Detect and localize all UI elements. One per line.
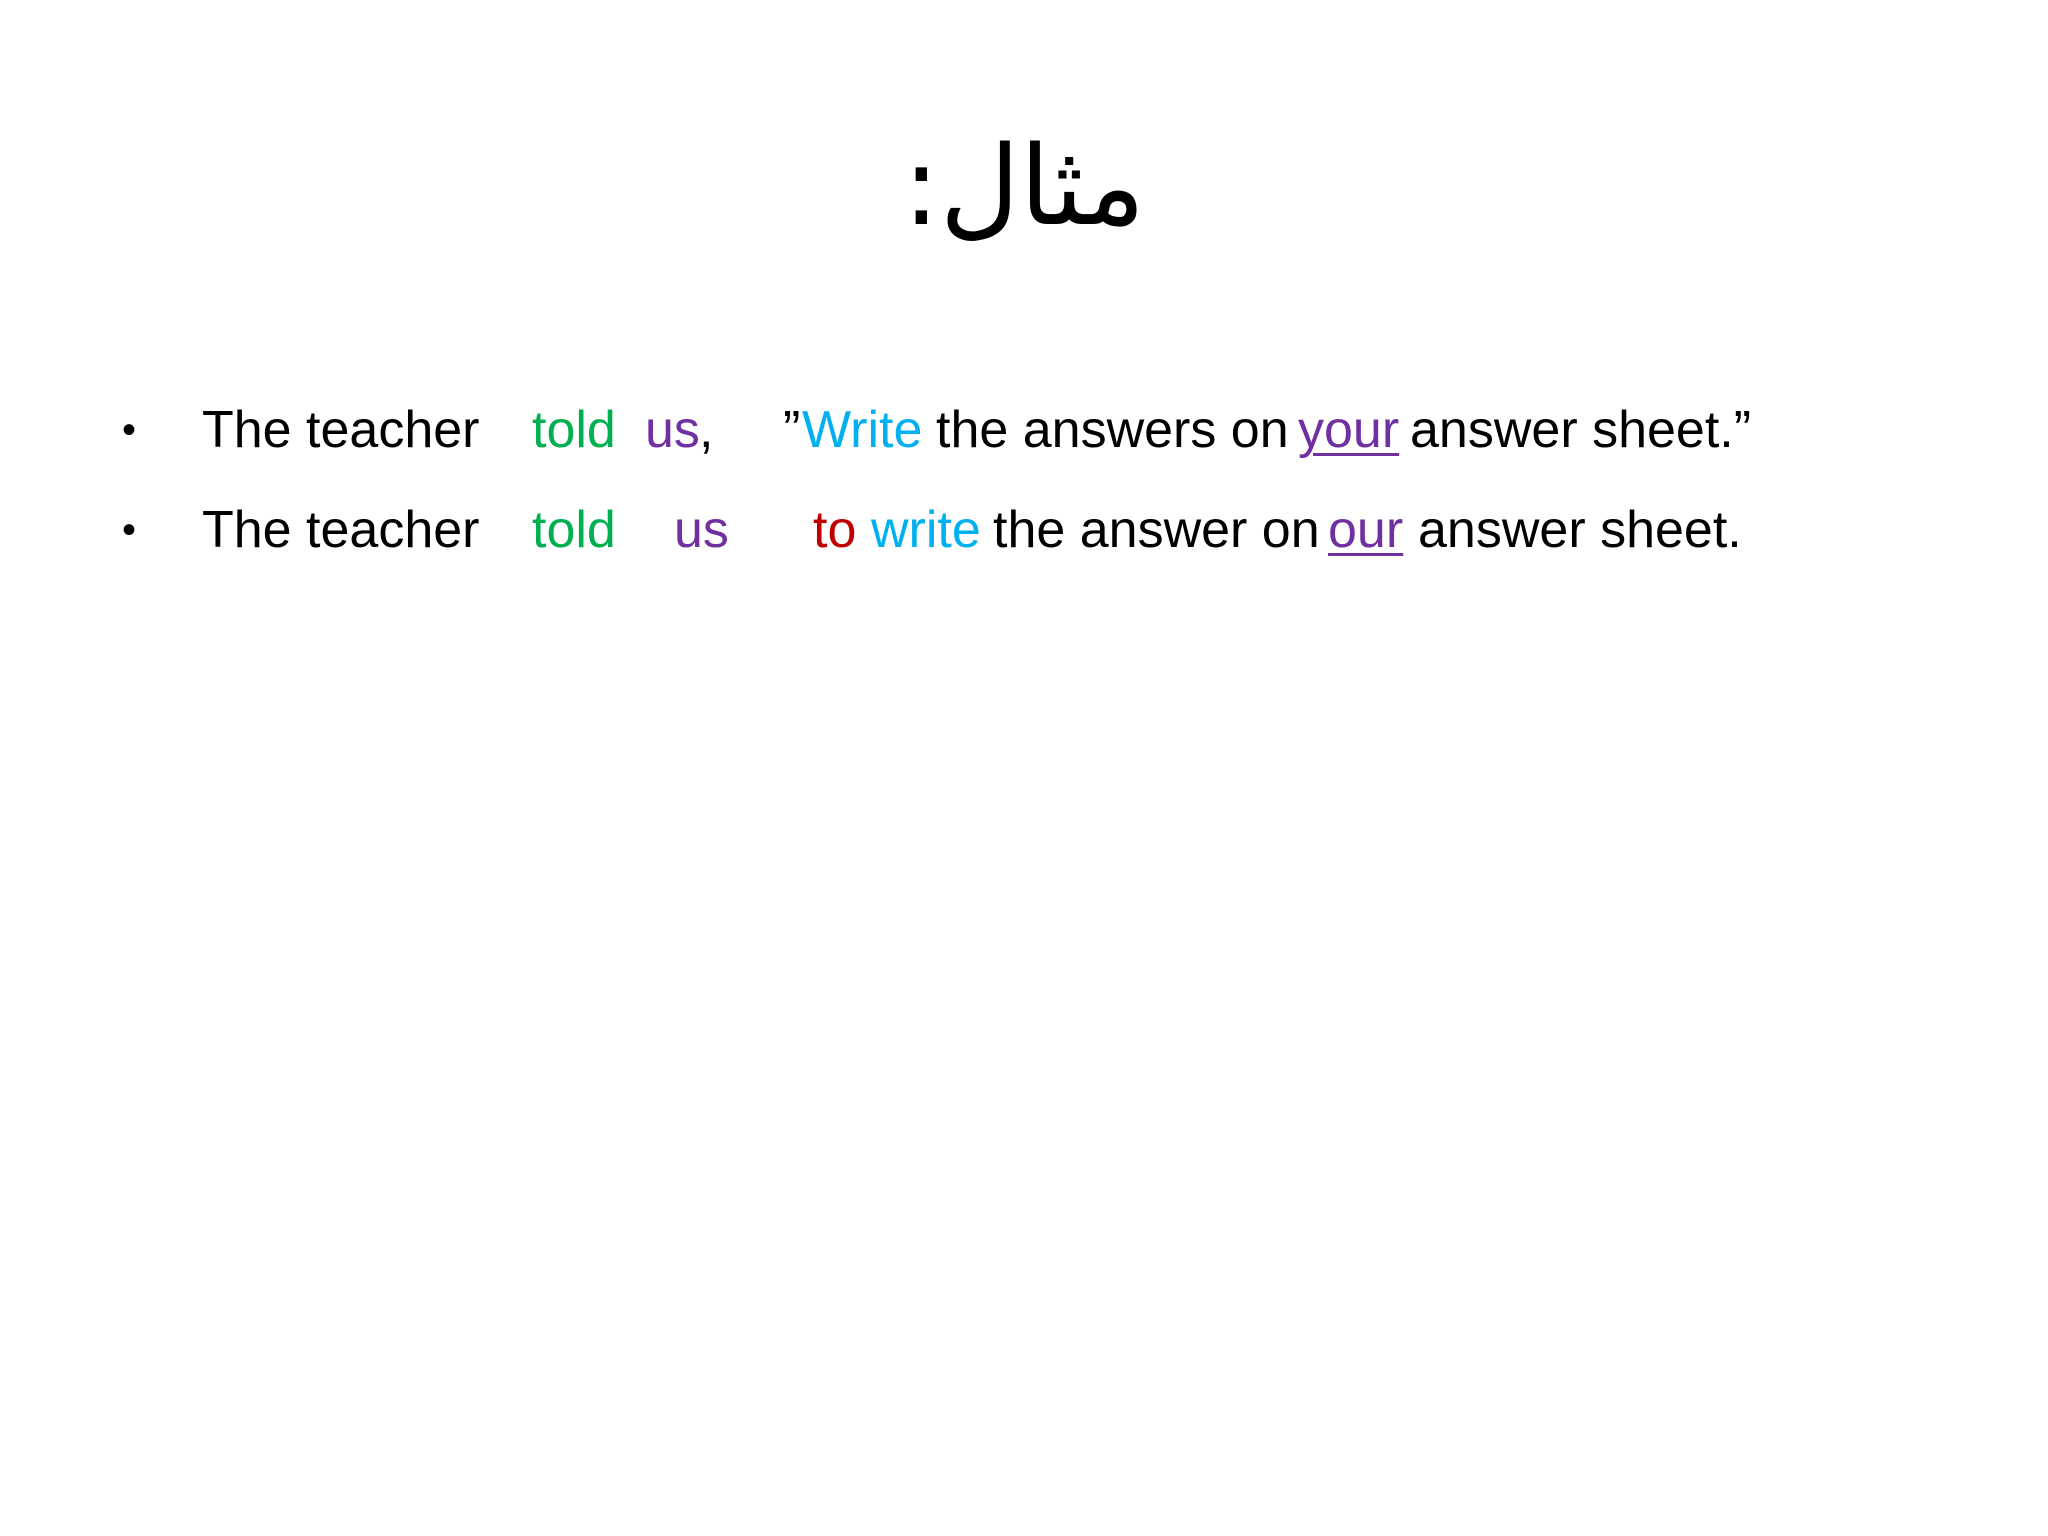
bullet-item-reported-speech — [0, 480, 2048, 580]
verb-told: told — [532, 401, 616, 459]
verb-told: told — [532, 501, 616, 559]
bullet-dot-icon: • — [122, 408, 137, 452]
phrase-text: the answers on — [936, 401, 1289, 459]
phrase-text: the answer on — [993, 501, 1320, 559]
pronoun-your: your — [1298, 401, 1400, 459]
verb-write: write — [871, 501, 981, 559]
subject-text: The teacher — [202, 501, 480, 559]
ending-text: answer sheet. — [1418, 501, 1742, 559]
pronoun-our: our — [1328, 501, 1404, 559]
object-us: us — [674, 501, 729, 559]
comma-text: , — [699, 401, 714, 459]
subject-text: The teacher — [202, 401, 480, 459]
bullet-item-direct-speech — [0, 380, 2048, 480]
open-quote: ” — [783, 401, 801, 459]
slide-title: مثال: — [902, 122, 1146, 250]
object-us: us — [645, 401, 700, 459]
ending-text: answer sheet.” — [1410, 401, 1752, 459]
infinitive-to: to — [813, 501, 857, 559]
bullet-dot-icon: • — [122, 508, 137, 552]
verb-write: Write — [802, 401, 923, 459]
bullet-list — [0, 380, 2048, 580]
